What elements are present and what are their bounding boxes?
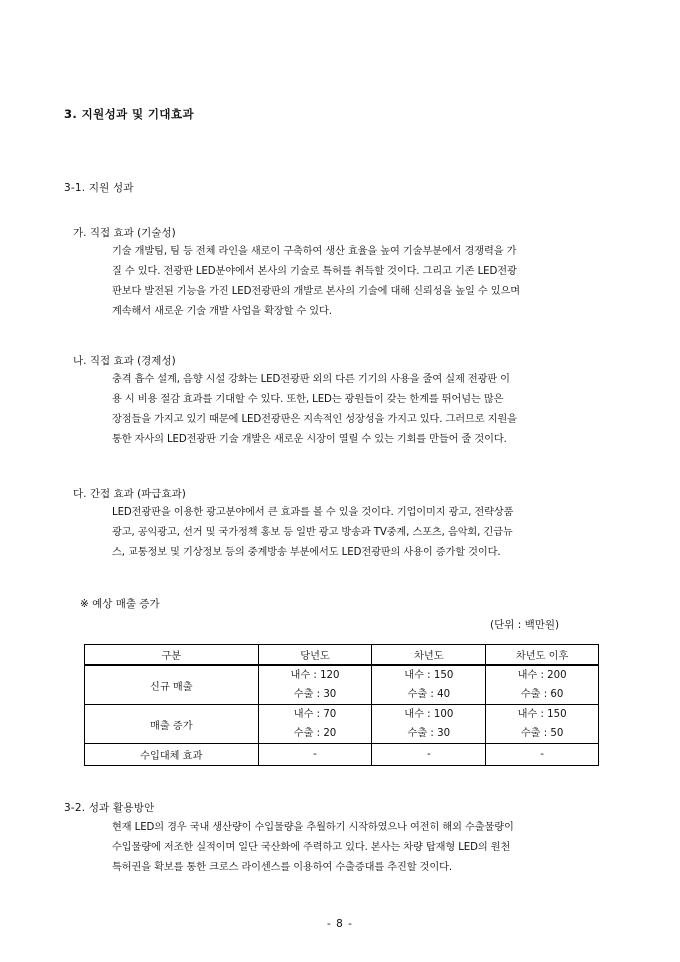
item-ga-paragraph [112, 242, 608, 322]
text-line: 특허권을 확보를 통한 크로스 라이센스를 이용하여 수출증대를 추진할 것이다. [112, 862, 452, 873]
text-line: 용 시 비용 절감 효과를 기대할 수 있다. 또한, LED는 광원들이 갖는 한계를 뛰어넘는 많은 [112, 394, 504, 405]
text-line: 장점들을 가지고 있기 때문에 LED전광판은 지속적인 성장성을 가지고 있다. 그러므로 지원을 [112, 414, 517, 425]
item-da-paragraph [112, 503, 608, 563]
item-na-paragraph [112, 370, 608, 450]
export-value: 수출 : 30 [407, 728, 451, 739]
table-cell [258, 665, 372, 705]
table-cell [372, 665, 486, 705]
export-value: 수출 : 60 [520, 689, 564, 700]
row-label: 매출 증가 [85, 705, 259, 744]
text-line: 계속해서 새로운 기술 개발 사업을 확장할 수 있다. [112, 306, 332, 317]
table-header-cell: 차년도 이후 [486, 645, 599, 666]
section-title: 3. 지원성과 및 기대효과 [64, 107, 194, 121]
sub2-paragraph [112, 818, 608, 878]
text-line: 충격 흡수 설계, 음향 시설 강화는 LED전광판 외의 다른 기기의 사용을 줄여 실제 전광판 이 [112, 374, 510, 385]
export-value: 수출 : 50 [520, 728, 564, 739]
domestic-value: 내수 : 150 [517, 709, 567, 720]
table-cell [372, 705, 486, 744]
row-label: 수입대체 효과 [85, 744, 259, 766]
page-number: - 8 - [327, 918, 353, 930]
text-line: LED전광판을 이용한 광고분야에서 큰 효과를 볼 수 있을 것이다. 기업이미지 광고, 전략상품 [112, 507, 514, 518]
table-cell: - [258, 744, 372, 766]
text-line: 기술 개발팀, 팀 등 전체 라인을 새로이 구축하여 생산 효율을 높여 기술부분에서 경쟁력을 가 [112, 246, 517, 257]
text-line: 현재 LED의 경우 국내 생산량이 수입물량을 추월하기 시작하였으나 여전히 해외 수출물량이 [112, 822, 514, 833]
table-cell [486, 705, 599, 744]
text-line: 통한 자사의 LED전광판 기술 개발은 새로운 시장이 열릴 수 있는 기회를 만들어 줄 것이다. [112, 434, 507, 445]
subsection-title-3-1: 3-1. 지원 성과 [64, 182, 134, 194]
text-line: 스, 교통정보 및 기상정보 등의 중계방송 부분에서도 LED전광판의 사용이 증가할 것이다. [112, 547, 501, 558]
item-na-title: 나. 직접 효과 (경제성) [73, 355, 176, 367]
table-header-cell: 차년도 [372, 645, 486, 666]
row-label: 신규 매출 [85, 665, 259, 705]
text-line: 판보다 발전된 기능을 가진 LED전광판의 개발로 본사의 기술에 대해 신뢰성을 높일 수 있으며 [112, 286, 520, 297]
domestic-value: 내수 : 120 [290, 670, 340, 681]
table-row [85, 744, 599, 766]
table-header-cell: 당년도 [258, 645, 372, 666]
subsection-title-3-2: 3-2. 성과 활용방안 [64, 802, 155, 814]
table-header-cell: 구분 [85, 645, 259, 666]
table-row [85, 705, 599, 744]
text-line: 광고, 공익광고, 선거 및 국가정책 홍보 등 일반 광고 방송과 TV중계, 스포츠, 음악회, 긴급뉴 [112, 527, 513, 538]
export-value: 수출 : 30 [293, 689, 337, 700]
item-da-title: 다. 간접 효과 (파급효과) [73, 488, 186, 500]
unit-label: (단위 : 백만원) [490, 619, 560, 631]
domestic-value: 내수 : 100 [404, 709, 454, 720]
revenue-table [84, 644, 599, 766]
table-header-row [85, 645, 599, 666]
text-line: 수입물량에 저조한 실적이며 일단 국산화에 주력하고 있다. 본사는 차량 탑재형 LED의 원천 [112, 842, 511, 853]
table-cell: - [372, 744, 486, 766]
table-row [85, 665, 599, 705]
item-ga-title: 가. 직접 효과 (기술성) [73, 227, 176, 239]
export-value: 수출 : 40 [407, 689, 451, 700]
table-cell: - [486, 744, 599, 766]
table-cell [486, 665, 599, 705]
sales-increase-note: ※ 예상 매출 증가 [80, 598, 160, 610]
export-value: 수출 : 20 [293, 728, 337, 739]
domestic-value: 내수 : 150 [404, 670, 454, 681]
domestic-value: 내수 : 200 [517, 670, 567, 681]
table-cell [258, 705, 372, 744]
text-line: 질 수 있다. 전광판 LED분야에서 본사의 기술로 특허를 취득할 것이다. 그리고 기존 LED전광 [112, 266, 517, 277]
domestic-value: 내수 : 70 [293, 709, 337, 720]
